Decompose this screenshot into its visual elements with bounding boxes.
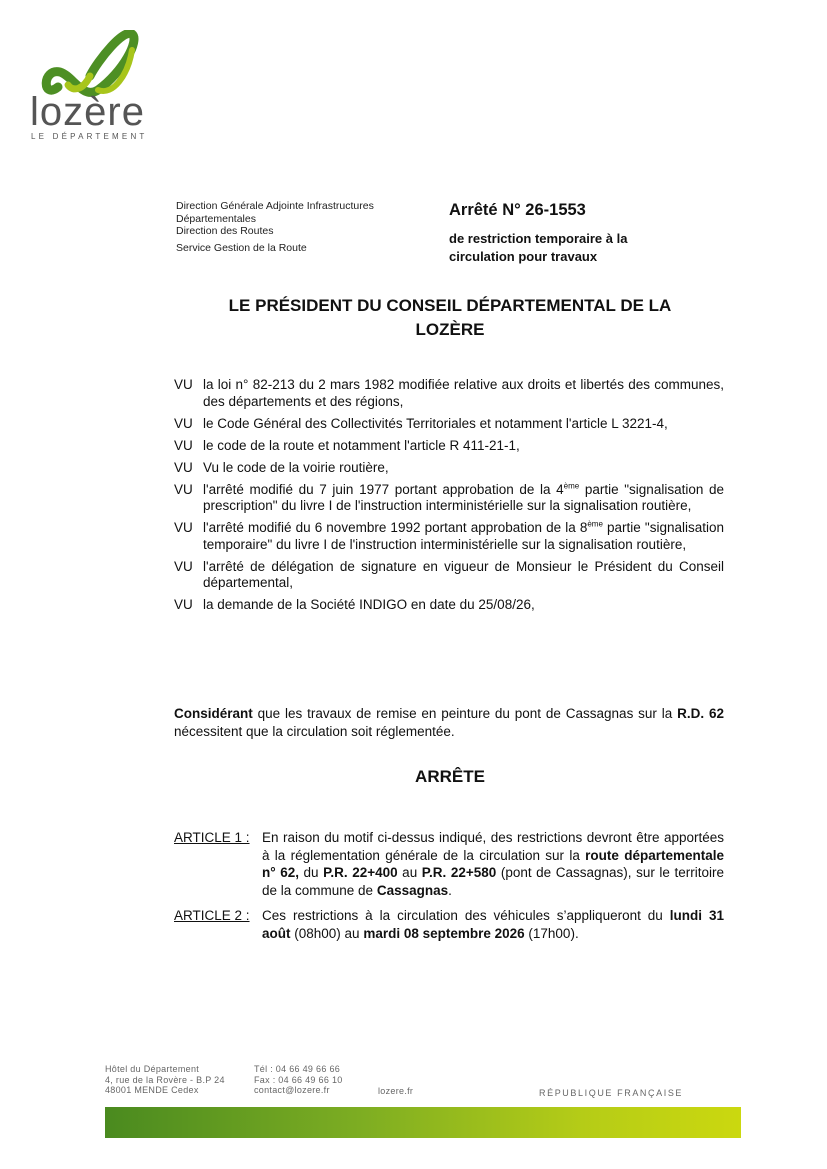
footer-line: Tél : 04 66 49 66 66 [254, 1064, 341, 1074]
vu-text-part: partie "signalisation temporaire" du livre I de l'instruction interministérielle sur la signalisation routière, [203, 520, 724, 552]
footer-line: Fax : 04 66 49 66 10 [254, 1074, 343, 1085]
arrete-subtitle [449, 230, 689, 266]
logo-wordmark: lozère [30, 90, 145, 134]
footer-website: lozere.fr [378, 1086, 414, 1096]
text: que les travaux de remise en peinture du pont de Cassagnas sur la [252, 706, 678, 721]
bold-text: P.R. 22+400 [323, 865, 398, 880]
vu-text: la demande de la Société INDIGO en date du 25/08/26, [203, 597, 535, 612]
list-item [174, 520, 724, 553]
text: (08h00) au [290, 925, 364, 941]
service-line: Service Gestion de la Route [176, 241, 307, 254]
vu-prefix: VU [174, 558, 193, 574]
text: au [397, 865, 422, 880]
vu-prefix: VU [174, 597, 193, 612]
list-item [174, 559, 724, 592]
page-title-line: LE PRÉSIDENT DU CONSEIL DÉPARTEMENTAL DE LA [228, 296, 672, 315]
list-item [174, 460, 724, 477]
footer-email: contact@lozere.fr [254, 1085, 330, 1095]
article-text [262, 907, 724, 942]
text: . [448, 882, 452, 898]
service-line: Direction Générale Adjointe Infrastructures [176, 200, 374, 212]
list-item [174, 416, 724, 433]
vu-text: l'arrêté de délégation de signature en vigueur de Monsieur le Président du Conseil départemental, [203, 558, 724, 590]
footer-address [105, 1064, 225, 1096]
arrete-subtitle-line: de restriction temporaire à la [449, 231, 628, 246]
page-title [170, 294, 730, 342]
text: du [298, 865, 324, 880]
footer-contact [254, 1064, 343, 1096]
article-text [262, 829, 724, 899]
bold-text: P.R. 22+580 [421, 865, 497, 880]
arrete-number: Arrêté N° 26-1553 [449, 201, 586, 219]
text: nécessitent que la circulation soit réglementée. [174, 724, 455, 739]
service-block [176, 200, 426, 254]
footer-republique: RÉPUBLIQUE FRANÇAISE [539, 1088, 684, 1098]
section-title: ARRÊTE [415, 767, 485, 786]
vu-text [203, 520, 724, 553]
text: (17h00). [524, 925, 579, 941]
service-line: Départementales [176, 212, 256, 225]
bold-text: lundi 31 août [262, 908, 724, 941]
list-item [174, 597, 724, 614]
article-label: ARTICLE 2 : [174, 908, 250, 923]
considerant-paragraph [174, 705, 724, 741]
footer-line: Hôtel du Département [105, 1064, 200, 1074]
vu-text: le Code Général des Collectivités Territoriales et notamment l'article L 3221-4, [203, 415, 668, 431]
vu-text: le code de la route et notamment l'article R 411-21-1, [203, 437, 520, 453]
vu-text-part: partie "signalisation de prescription" du livre I de l'instruction interministérielle sur la signalisation routière, [203, 481, 724, 513]
vu-text: la loi n° 82-213 du 2 mars 1982 modifiée relative aux droits et libertés des communes, des départements et des régions, [203, 377, 724, 409]
bold-text: mardi 08 septembre 2026 [363, 925, 525, 941]
list-item [174, 482, 724, 515]
vu-prefix: VU [174, 377, 193, 392]
vu-text: Vu le code de la voirie routière, [203, 459, 389, 475]
list-item [174, 438, 724, 455]
vu-prefix: VU [174, 415, 193, 431]
vu-list [174, 377, 724, 619]
arrete-subtitle-line: circulation pour travaux [449, 249, 598, 264]
bold-text: Cassagnas [376, 882, 449, 898]
article-1 [174, 829, 724, 899]
footer-line: 48001 MENDE Cedex [105, 1085, 199, 1095]
vu-text-part: l'arrêté modifié du 7 juin 1977 portant approbation de la 4 [203, 481, 564, 497]
service-line: Direction des Routes [176, 225, 274, 237]
vu-prefix: VU [174, 459, 193, 475]
vu-prefix: VU [174, 481, 193, 497]
logo-subtitle: LE DÉPARTEMENT [31, 132, 148, 141]
vu-prefix: VU [174, 520, 193, 535]
bold-text: R.D. 62 [677, 706, 724, 721]
footer-color-band [105, 1107, 741, 1138]
text: Ces restrictions à la circulation des véhicules s’appliqueront du [262, 908, 670, 923]
vu-prefix: VU [174, 437, 193, 453]
bold-text: route départementale n° 62, [262, 847, 724, 880]
vu-text-part: l'arrêté modifié du 6 novembre 1992 portant approbation de la 8 [203, 520, 588, 535]
page-title-line: LOZÈRE [415, 320, 485, 339]
article-2 [174, 907, 724, 942]
superscript: ème [563, 481, 580, 490]
footer-line: 4, rue de la Rovère - B.P 24 [105, 1074, 225, 1085]
vu-text [203, 482, 724, 515]
text: En raison du motif ci-dessus indiqué, des restrictions devront être apportées à la réglementation générale de la circulation sur la [262, 830, 724, 863]
list-item [174, 377, 724, 410]
superscript: ème [587, 519, 603, 529]
article-label: ARTICLE 1 : [174, 830, 250, 845]
bold-text: Considérant [174, 706, 253, 721]
text: (pont de Cassagnas), sur le territoire de la commune de [262, 865, 724, 898]
